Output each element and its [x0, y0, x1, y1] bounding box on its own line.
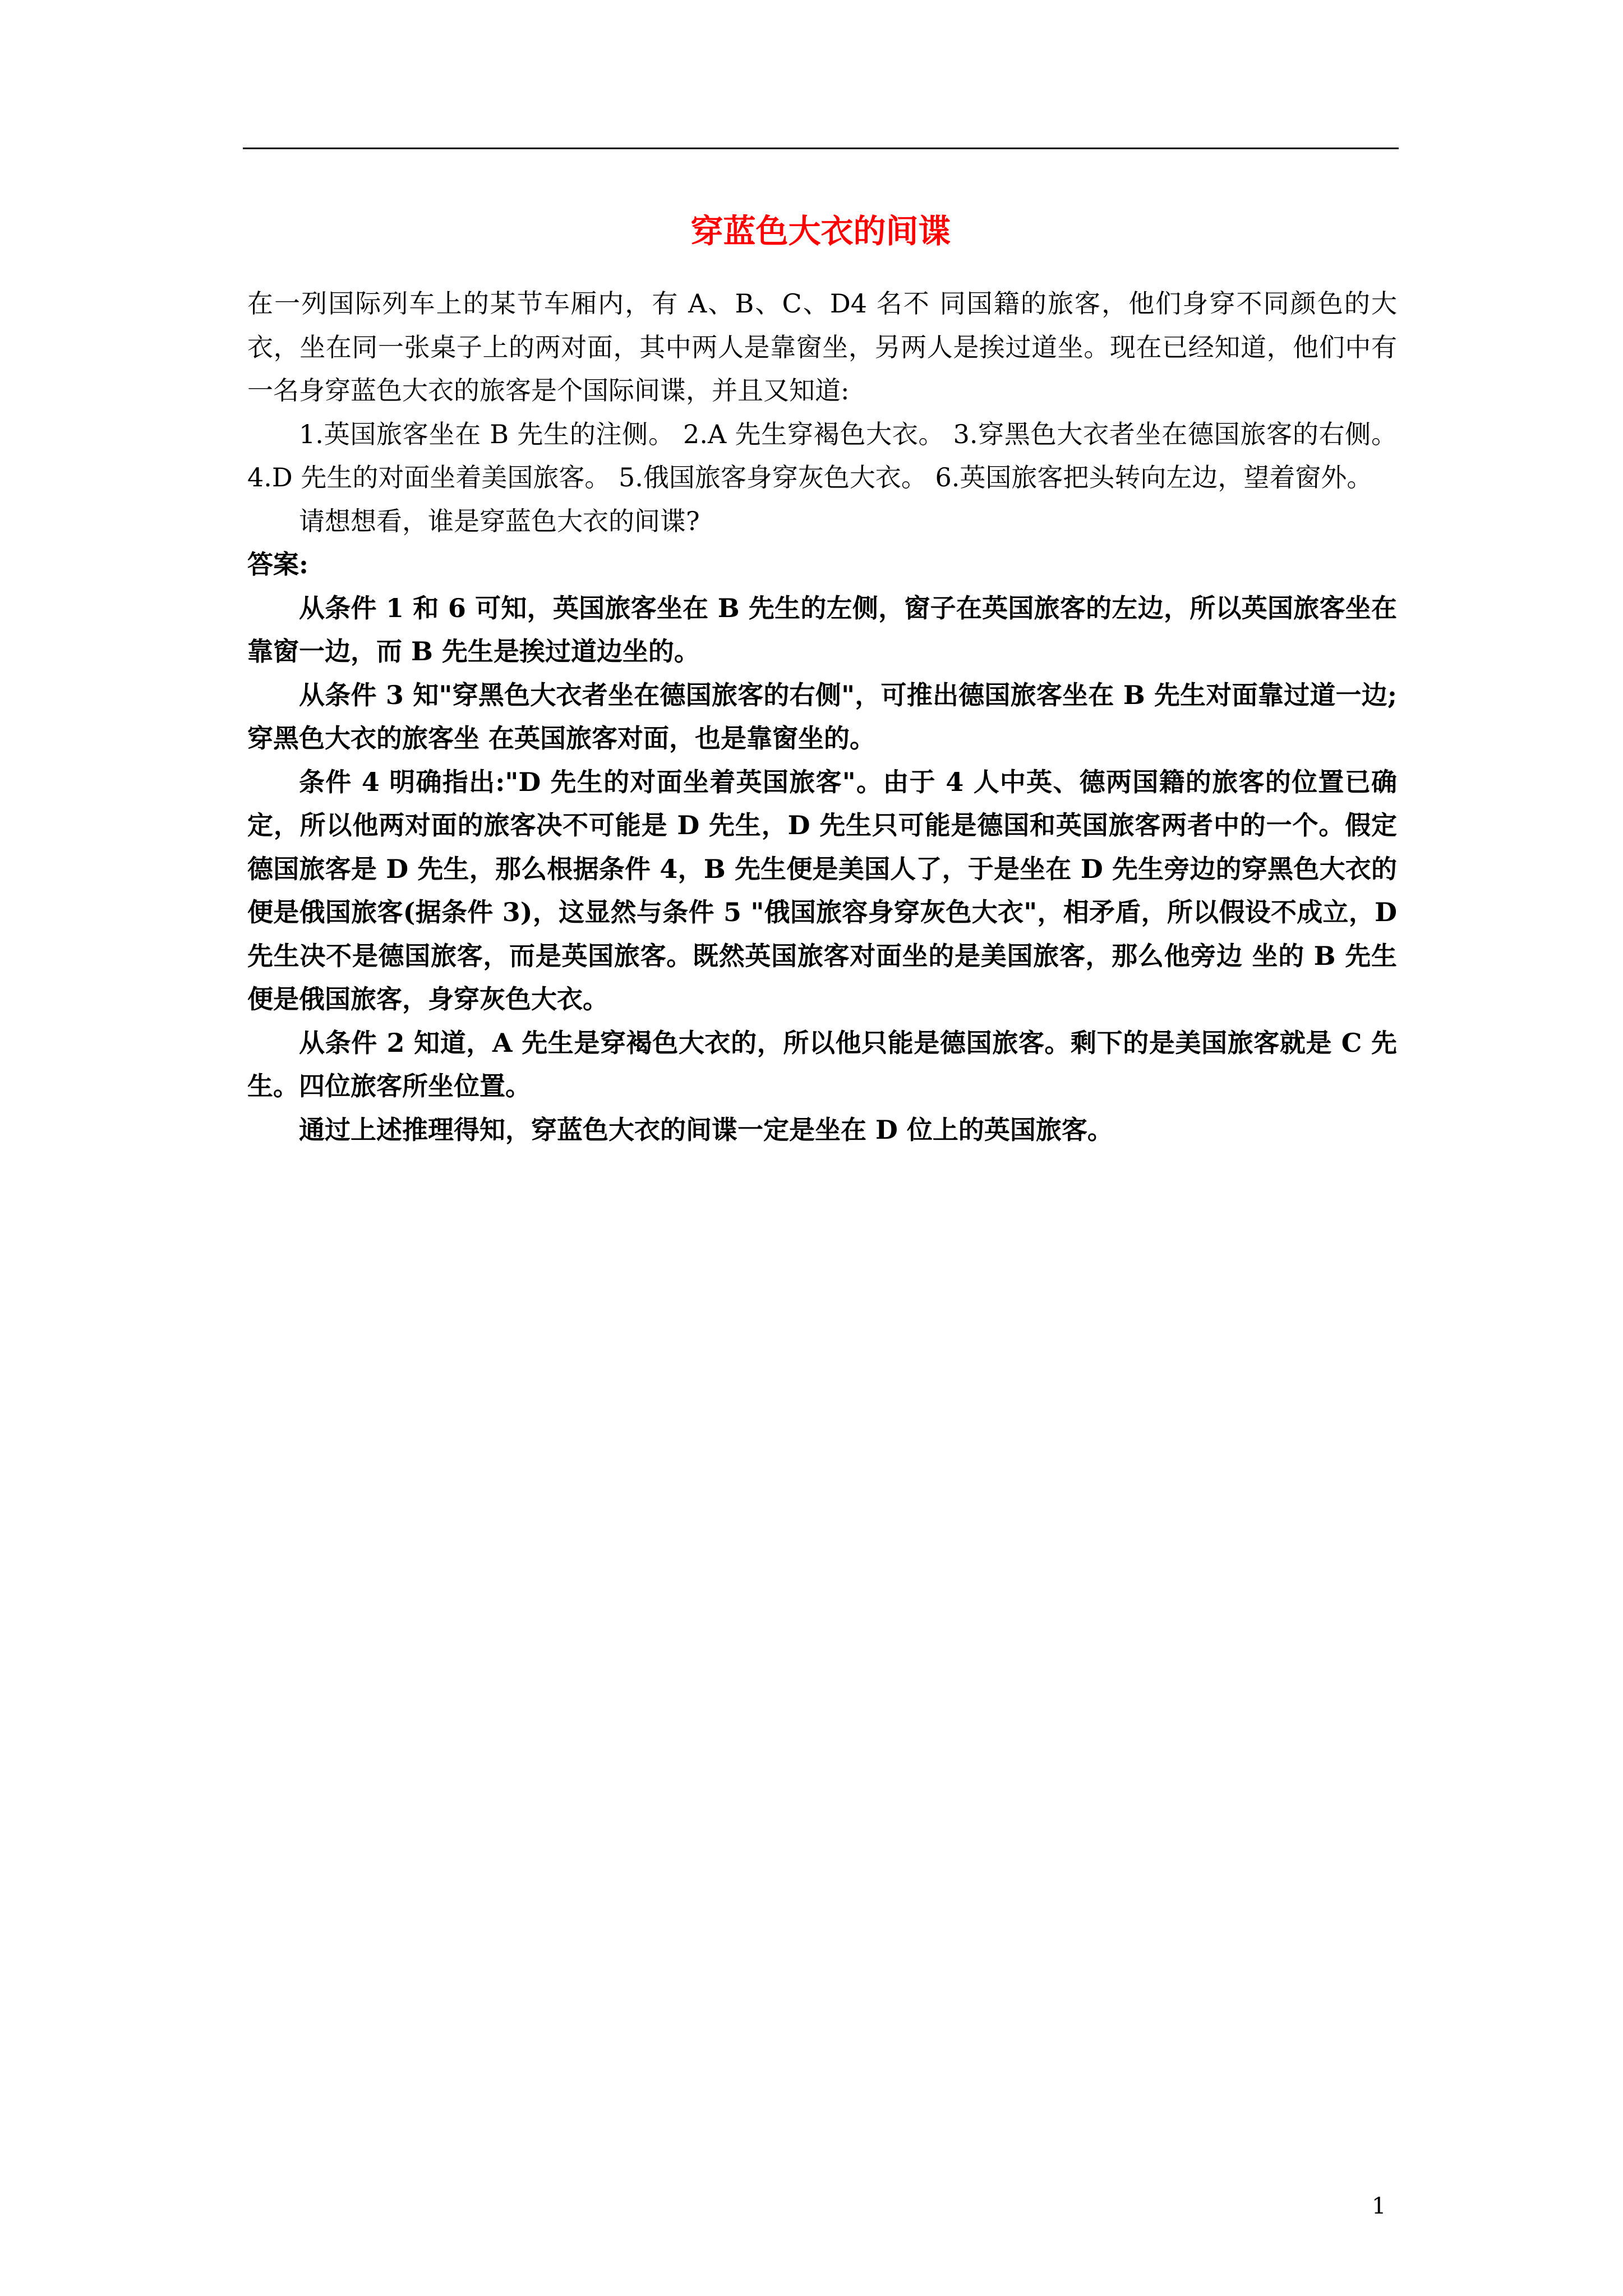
answer-paragraph: 从条件 2 知道，A 先生是穿褐色大衣的，所以他只能是德国旅客。剩下的是美国旅客就是 C 先生。四位旅客所坐位置。 [247, 1027, 1397, 1101]
page-number: 1 [1372, 2193, 1386, 2219]
answer-label: 答案: [247, 549, 308, 579]
conditions-paragraph: 1.英国旅客坐在 B 先生的注侧。 2.A 先生穿褐色大衣。 3.穿黑色大衣者坐在德国旅客的右侧。 4.D 先生的对面坐着美国旅客。 5.俄国旅客身穿灰色大衣。 6.英国旅客把头转向左边，望着窗外。 [247, 418, 1397, 493]
intro-paragraph: 在一列国际列车上的某节车厢内，有 A、B、C、D4 名不 同国籍的旅客，他们身穿不同颜色的大衣，坐在同一张桌子上的两对面，其中两人是靠窗坐，另两人是挨过道坐。现在已经知道，他们中有一名身穿蓝色大衣的旅客是个国际间谍，并且又知道: [247, 288, 1397, 406]
question-paragraph: 请想想看，谁是穿蓝色大衣的间谍? [299, 505, 700, 536]
answer-paragraph: 从条件 1 和 6 可知，英国旅客坐在 B 先生的左侧，窗子在英国旅客的左边，所以英国旅客坐在靠窗一边，而 B 先生是挨过道边坐的。 [247, 592, 1397, 666]
document-title: 穿蓝色大衣的间谍 [690, 212, 951, 250]
answer-paragraph: 通过上述推理得知，穿蓝色大衣的间谍一定是坐在 D 位上的英国旅客。 [299, 1114, 1113, 1145]
header-rule [243, 148, 1399, 149]
answer-paragraph: 条件 4 明确指出:"D 先生的对面坐着英国旅客"。由于 4 人中英、德两国籍的旅客的位置已确定，所以他两对面的旅客决不可能是 D 先生，D 先生只可能是德国和英国旅客两者中的一个。假定德国旅客是 D 先生，那么根据条件 4，B 先生便是美国人了，于是坐在 D 先生旁边的穿黑色大衣的便是俄国旅客(据条件 3)，这显然与条件 5 "俄国旅容身穿灰色大衣"，相矛盾，所以假设不成立，D 先生决不是德国旅客，而是英国旅客。既然英国旅客对面坐的是美国旅客，那么他旁边 坐的 B 先生便是俄国旅客，身穿灰色大衣。 [247, 766, 1397, 1014]
document-body [247, 282, 1397, 1152]
answer-paragraph: 从条件 3 知"穿黑色大衣者坐在德国旅客的右侧"，可推出德国旅客坐在 B 先生对面靠过道一边;穿黑色大衣的旅客坐 在英国旅客对面，也是靠窗坐的。 [247, 679, 1397, 753]
